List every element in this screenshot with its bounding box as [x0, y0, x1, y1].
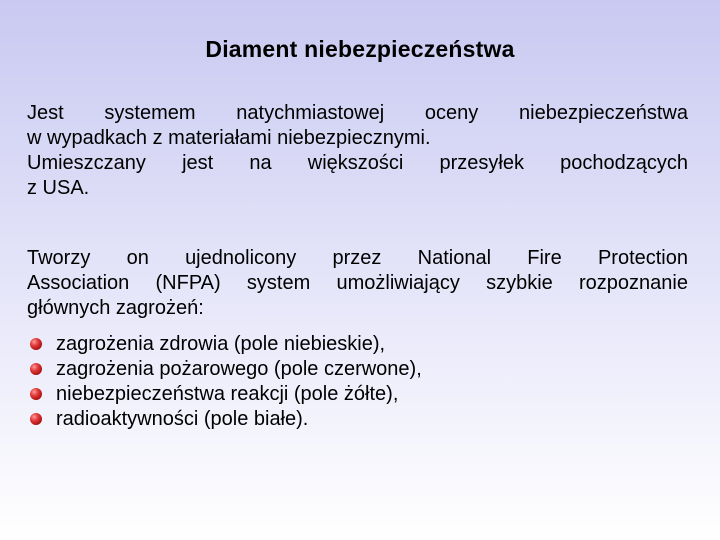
paragraph-intro [27, 101, 688, 201]
list-item-text: niebezpieczeństwa reakcji (pole żółte), [56, 383, 399, 405]
red-sphere-bullet-icon [30, 338, 42, 350]
paragraph-line: głównych zagrożeń: [27, 297, 204, 319]
red-sphere-bullet-icon [30, 388, 42, 400]
paragraph-line: w wypadkach z materiałami niebezpiecznymi. [27, 127, 431, 149]
hazard-list [27, 332, 422, 432]
slide-title: Diament niebezpieczeństwa [205, 36, 515, 62]
paragraph-line: Jest systemem natychmiastowej oceny niebezpieczeństwa [27, 102, 688, 124]
paragraph-line: Tworzy on ujednolicony przez National Fire Protection [27, 247, 688, 269]
red-sphere-bullet-icon [30, 413, 42, 425]
list-item [27, 332, 422, 357]
paragraph-nfpa [27, 246, 688, 321]
list-item [27, 357, 422, 382]
list-item-text: radioaktywności (pole białe). [56, 408, 309, 430]
list-item-text: zagrożenia pożarowego (pole czerwone), [56, 358, 422, 380]
list-item-text: zagrożenia zdrowia (pole niebieskie), [56, 333, 386, 355]
list-item [27, 382, 422, 407]
red-sphere-bullet-icon [30, 363, 42, 375]
list-item [27, 407, 422, 432]
paragraph-line: Umieszczany jest na większości przesyłek pochodzących [27, 152, 688, 174]
paragraph-line: z USA. [27, 177, 90, 199]
paragraph-line: Association (NFPA) system umożliwiający szybkie rozpoznanie [27, 272, 688, 294]
